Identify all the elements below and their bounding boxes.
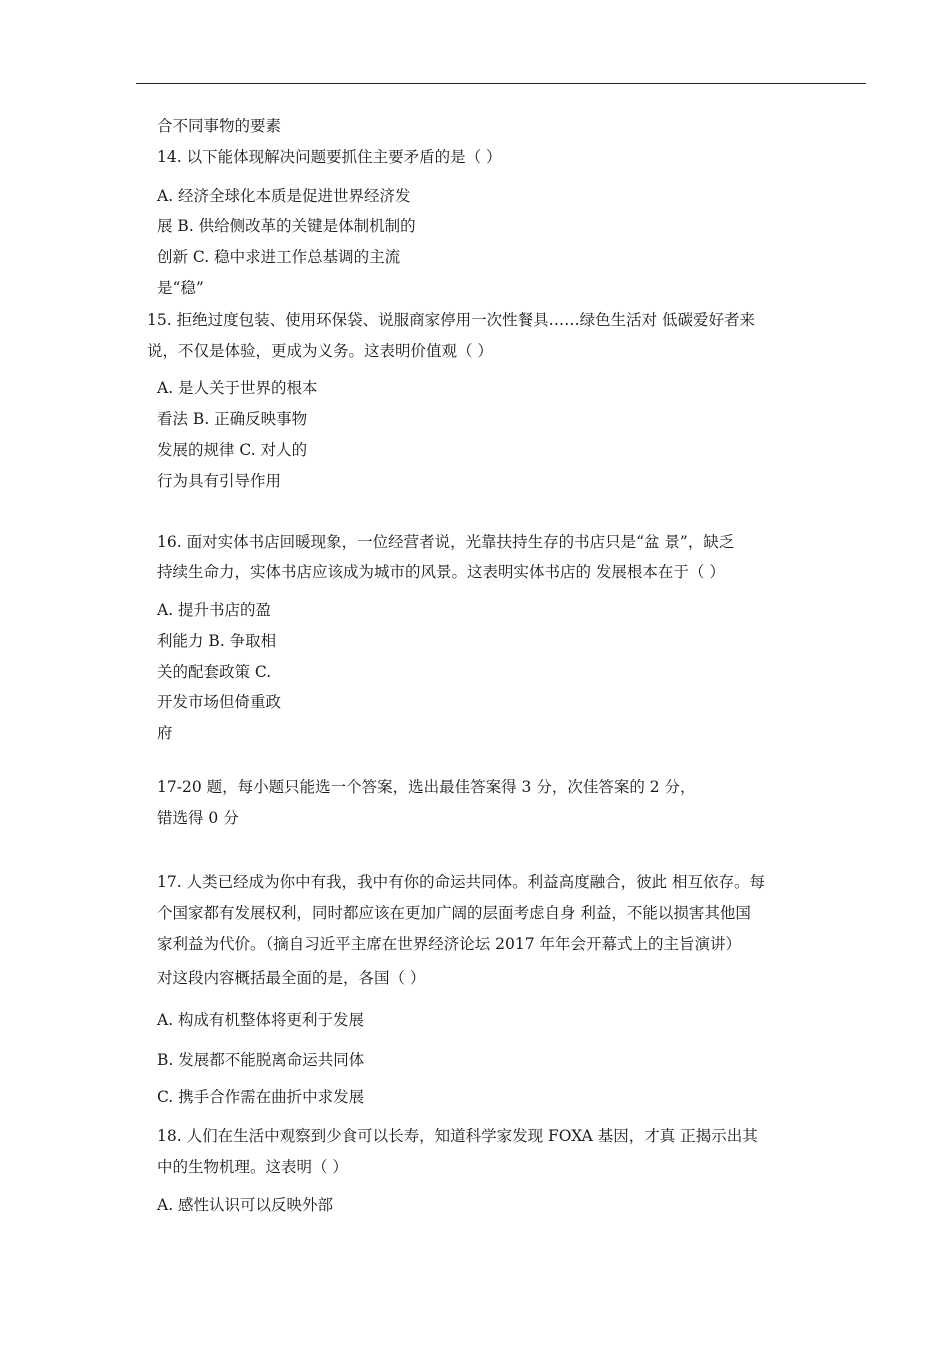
option-line: B. 发展都不能脱离命运共同体 bbox=[157, 1051, 365, 1069]
option-line: 利能力 B. 争取相 bbox=[157, 632, 277, 650]
option-line: 展 B. 供给侧改革的关键是体制机制的 bbox=[157, 217, 416, 235]
question-15-cont: 说，不仅是体验，更成为义务。这表明价值观（ ） bbox=[147, 342, 493, 360]
option-line: 创新 C. 稳中求进工作总基调的主流 bbox=[157, 248, 401, 266]
question-17-cont: 家利益为代价。（摘自习近平主席在世界经济论坛 2017 年年会开幕式上的主旨演讲） bbox=[157, 935, 742, 953]
question-18: 18. 人们在生活中观察到少食可以长寿，知道科学家发现 FOXA 基因，才真 正揭示出其 bbox=[157, 1127, 758, 1145]
option-line: 行为具有引导作用 bbox=[157, 472, 282, 490]
option-line: 关的配套政策 C. bbox=[157, 663, 272, 681]
option-line: A. 是人关于世界的根本 bbox=[157, 379, 318, 397]
question-16: 16. 面对实体书店回暖现象，一位经营者说，光靠扶持生存的书店只是“盆 景”，缺乏 bbox=[157, 533, 735, 551]
option-line: 开发市场但倚重政 bbox=[157, 693, 282, 711]
option-line: 府 bbox=[157, 724, 173, 742]
question-17-cont: 对这段内容概括最全面的是，各国（ ） bbox=[157, 969, 426, 987]
section-instruction: 17-20 题，每小题只能选一个答案，选出最佳答案得 3 分，次佳答案的 2 分， bbox=[157, 778, 696, 796]
question-17-cont: 个国家都有发展权利，同时都应该在更加广阔的层面考虑自身 利益，不能以损害其他国 bbox=[157, 904, 751, 922]
section-instruction-cont: 错选得 0 分 bbox=[157, 809, 239, 827]
option-line: 看法 B. 正确反映事物 bbox=[157, 410, 308, 428]
option-line: A. 提升书店的盈 bbox=[157, 601, 272, 619]
question-17: 17. 人类已经成为你中有我，我中有你的命运共同体。利益高度融合，彼此 相互依存。每 bbox=[157, 873, 766, 891]
option-line: C. 携手合作需在曲折中求发展 bbox=[157, 1088, 365, 1106]
question-15: 15. 拒绝过度包装、使用环保袋、说服商家停用一次性餐具……绿色生活对 低碳爱好者来 bbox=[147, 311, 756, 329]
header-rule bbox=[136, 83, 866, 84]
question-16-cont: 持续生命力，实体书店应该成为城市的风景。这表明实体书店的 发展根本在于（ ） bbox=[157, 563, 725, 581]
option-line: A. 经济全球化本质是促进世界经济发 bbox=[157, 187, 411, 205]
question-18-cont: 中的生物机理。这表明（ ） bbox=[157, 1158, 348, 1176]
option-line: 是“稳” bbox=[157, 279, 204, 297]
option-line: A. 感性认识可以反映外部 bbox=[157, 1196, 334, 1214]
option-line: A. 构成有机整体将更利于发展 bbox=[157, 1011, 365, 1029]
option-line: 发展的规律 C. 对人的 bbox=[157, 441, 308, 459]
question-14: 14. 以下能体现解决问题要抓住主要矛盾的是（ ） bbox=[157, 148, 502, 166]
text-line: 合不同事物的要素 bbox=[157, 117, 282, 135]
